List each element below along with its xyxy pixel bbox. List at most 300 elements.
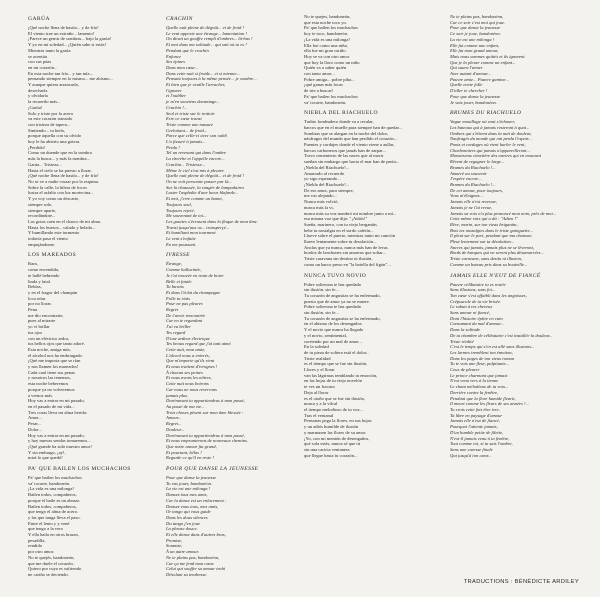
lyric-line: Pensonas pega la flores, en sus hojas xyxy=(304,418,372,424)
lyric-line: desecharla xyxy=(28,87,48,93)
lyric-line: Comme hallucinée, xyxy=(166,267,202,273)
lyric-line: Nunca más volvió, xyxy=(304,199,339,205)
lyric-line: Tu te vois une fleur, palpitante... xyxy=(450,361,510,367)
lyric-line: tus bellos ojos que tanto adoré. xyxy=(28,341,85,347)
lyric-line: que tengo a la vera xyxy=(28,526,63,532)
lyric-line: por no llorar. xyxy=(28,301,52,307)
lyric-line: Esta noche, amiga mía, xyxy=(28,346,71,352)
lyric-line: Amor... xyxy=(28,415,42,421)
lyric-line: À un autre amour. xyxy=(166,549,200,555)
lyric-line: Que m'importe qu'ils rient xyxy=(166,358,215,364)
lyric-line: Pendant que le crachin xyxy=(166,47,209,53)
lyric-line: Pa' que bailen los muchachos xyxy=(304,25,358,31)
lyric-line: Triste réalité xyxy=(450,338,474,344)
lyric-line: Naufragés du monde qui ont perdu l'espoir... xyxy=(450,136,532,142)
lyric-line: Belle et fatale xyxy=(166,278,192,284)
lyric-line: Y yo voy como un descarte, xyxy=(28,196,80,202)
lyric-line: Avec autant d'amour... xyxy=(450,71,491,77)
lyric-line: sin ilusión, sin fe... xyxy=(304,310,339,316)
lyric-line: ¡Perdido! xyxy=(28,144,46,150)
lyric-line: Du tango j'en joue xyxy=(166,520,201,526)
lyric-line: Y el novio que nunca ha llegado xyxy=(304,327,364,333)
lyric-line: Dans cette nuit si froide... et si mienne... xyxy=(166,70,240,76)
lyric-line: barcos carboneros que jamás han de zarpar... xyxy=(304,147,387,153)
lyric-line: Tout comme toi, si tu sais l'ombre, xyxy=(450,441,513,447)
lyric-line: Le vent s'enfuite xyxy=(166,236,196,242)
lyric-line: Llueve sobre el puerto, mientras tanto mi canción xyxy=(304,233,396,239)
lyric-line: en las hojas de tu viejo novelón xyxy=(304,378,362,384)
lyric-line: Elle fut comme une enfant, xyxy=(450,42,500,48)
lyric-line: No te quejés, bandoneón, xyxy=(28,554,75,560)
lyric-line: Brumes du Riachuelo !... xyxy=(450,164,496,170)
lyric-line: Dansez tous mes amis, xyxy=(166,492,208,498)
lyric-line: De cet amour, pour toujours, xyxy=(450,187,504,193)
lyric-line: Triste realidad xyxy=(304,355,331,361)
lyric-line: Bebías, xyxy=(28,284,42,290)
lyric-line: te hallé bebiendo xyxy=(28,272,60,278)
lyric-line: y el novio, sentimental, xyxy=(304,332,347,338)
lyric-line: y nos llamen los mareados! xyxy=(28,364,79,370)
lyric-line: Et bien que je veuille l'arracher, xyxy=(166,82,226,88)
lyric-line: bordos de lanchones sin amarras que soltar... xyxy=(304,250,387,256)
lyric-line: Pa' que bailen los muchachos xyxy=(304,93,358,99)
lyric-line: Les gouttes s'écrasent dans la flaque de mon âme. xyxy=(166,218,258,224)
lyric-line: Crachin... Tristesse... xyxy=(166,161,206,167)
lyric-line: Que notre amour fut grand, xyxy=(166,443,217,449)
lyric-line: Même le ciel s'est mis à pleurer. xyxy=(166,167,225,173)
lyric-line: Pour que danse la jeunesse xyxy=(450,93,501,99)
lyric-line: más la busca... y más la nombra... xyxy=(28,156,90,162)
lyric-line: Dans les pages de ton vieux roman xyxy=(450,355,515,361)
lyric-line: Il meurt comme les fleurs de ses années !... xyxy=(450,401,529,407)
lyric-line: Me souvenant de toi... xyxy=(166,213,207,219)
lyric-line: te ves un fracaso xyxy=(304,384,335,390)
lyric-line: Et nous traitent d'ivrognes ! xyxy=(166,364,218,370)
lyric-line: Garúa... Tristeza... xyxy=(28,161,62,167)
lyric-line: Au passé de ma vie... xyxy=(166,404,205,409)
lyric-line: Regret... xyxy=(166,421,182,427)
lyric-line: Celui qui souffre sa amour trahi xyxy=(166,566,226,572)
lyric-line: Sans une caresse finale xyxy=(450,446,493,452)
lyric-line: Tu corazón de angustias se ha enfermado, xyxy=(304,315,381,321)
lyric-line: con sus púas xyxy=(28,59,52,65)
lyric-line: Quiero por cuya es sufriendo xyxy=(28,566,82,572)
lyric-line: y marmasen las flores de su amor. xyxy=(304,429,367,435)
lyric-line: hoy le ha abierto una gotera. xyxy=(28,139,81,145)
lyric-line: el tiempo melodioso de tu voz... xyxy=(304,407,363,412)
lyric-line: Pobre solterona te has quedado xyxy=(304,304,362,310)
lyric-line: Rêvent de regagner le large... xyxy=(450,159,505,165)
lyric-line: Or tango qui vous guide xyxy=(166,509,211,515)
lyric-line: En esta noche tan fría... y tan mía... xyxy=(28,70,93,76)
lyric-line: empujándome. xyxy=(28,241,56,247)
song-title: CRACHIN xyxy=(166,16,193,22)
lyric-line: Las gotas caen en el charco de mi alma. xyxy=(28,218,102,224)
lyric-line: porque el baile es un abrazo. xyxy=(28,497,81,503)
lyric-line: Sintiendo... tu hielo, xyxy=(28,127,66,133)
lyric-line: nunca y a la vilcal xyxy=(304,401,338,407)
lyric-line: Puentes y cordajes donde el viento viene a aullar, xyxy=(304,142,395,148)
lyric-line: ¡Qué grande ha sido nuestro amor! xyxy=(28,443,92,449)
lyric-line: No te quejes, bandoneón, xyxy=(304,14,351,19)
lyric-line: con un eléctrico ardor, xyxy=(28,335,70,341)
lyric-line: Toujours rejeté, xyxy=(166,207,195,213)
song-section-ivresse xyxy=(166,252,284,461)
lyric-line: ¡Garúa! xyxy=(28,104,43,110)
lyric-line: me vas alejando... xyxy=(304,193,338,199)
lyric-line: porque aquella con su olvido xyxy=(28,133,82,139)
lyric-line: Ne te plains pas, bandonéon, xyxy=(166,554,220,560)
lyric-line: en mi corazón... xyxy=(28,64,58,70)
lyric-line: que hoy la lloro como un niño. xyxy=(304,59,361,65)
lyric-line: Vous m'éloignez... xyxy=(450,193,483,199)
lyric-line: sin una caricia ventanera xyxy=(304,446,350,452)
lyric-line: J'espère encore... xyxy=(450,176,482,182)
lyric-line: De ese amor, para siempre, xyxy=(304,187,354,193)
lyric-line: ¡La vida es una milonga! xyxy=(28,486,74,492)
lyric-line: Quién va a saber quién xyxy=(304,65,347,71)
lyric-line: con tanto amor... xyxy=(304,71,335,77)
lyric-line: jamais plus. xyxy=(166,392,189,398)
lyric-line: Hoy se va con otro amor xyxy=(304,53,350,59)
lyric-line: Pena xyxy=(28,307,37,313)
lyric-line: Car ce soir c'est moi qui joue. xyxy=(450,19,506,25)
lyric-line: Tras el ventanal xyxy=(304,412,334,418)
song-title: JAMAIS ELLE N'EUT DE FIANCÉ xyxy=(450,272,541,279)
lyric-line: ¡Niebla del Riachuelo!... xyxy=(304,181,350,187)
lyric-line: Et nous emprunterons de nouveaux chemins. xyxy=(166,438,248,444)
lyric-line: que tengo el alma de acero. xyxy=(28,509,79,515)
lyric-line: D'un humble petite de filette, xyxy=(450,429,504,435)
lyric-line: en el abismo de los desengaños. xyxy=(304,321,363,327)
lyric-line: esta noche beberemos xyxy=(28,381,69,387)
lyric-line: Désolant sa tendresse. xyxy=(166,571,208,577)
lyric-line: Jamais elle n'eut de fiancé, xyxy=(450,418,500,424)
lyric-line: Bois tes nostalgies dans le triste guinguette... xyxy=(450,227,534,233)
lyric-line: siempre solo, xyxy=(28,201,53,207)
lyric-line: Y aunque quiera arrancarla, xyxy=(28,82,79,88)
lyric-line: Y humillando este tormento xyxy=(28,230,80,236)
lyric-line: Amarrado al recuerdo xyxy=(304,170,345,176)
lyric-line: Mientras tanto la garúa xyxy=(28,47,71,53)
lyric-line: loca reías xyxy=(28,295,46,301)
lyric-line: linda y fatal. xyxy=(28,278,52,284)
lyric-line: ¡Qué noche llena de hastío... y de frío! xyxy=(28,173,99,179)
lyric-line: Jamais je ne l'ai revue, xyxy=(450,204,493,210)
lyric-line: y las que tanga lleva el paso. xyxy=(28,514,81,520)
song-title: NUNCA TUVO NOVIO xyxy=(304,272,367,279)
lyric-line: Y sin embargo, ¡ay!, xyxy=(28,449,66,455)
lyric-line: corriendo por un mal de amor... xyxy=(304,338,362,344)
lyric-line: On ne voit personne passer par là... xyxy=(166,178,232,184)
lyric-line: Elle fut mon grand amour, xyxy=(450,48,499,54)
lyric-line: Tu vas jouer, bandonéon. xyxy=(166,480,213,486)
lyric-line: Le prince charmant que jamais xyxy=(450,372,508,378)
lyric-line: Comme un bateau pris dans sa bouteille... xyxy=(450,261,528,267)
lyric-line: sin ilusión, sin fe... xyxy=(304,287,339,293)
lyric-line: Regarde ce qu'il en reste ! xyxy=(166,455,214,461)
song-section-garua xyxy=(28,16,146,247)
lyric-line: va' tocarte, bandoneón. xyxy=(28,480,71,486)
lyric-line: Pour que danse la jeunesse xyxy=(166,475,217,481)
lyric-line: nunca más la vi, xyxy=(304,204,334,210)
lyric-line: Sobre la calle, la hilera de focos xyxy=(28,184,87,190)
lyric-line: lustra el asfalto con luz mortecina... xyxy=(28,190,94,196)
lyric-line: me dio encontrarte, xyxy=(28,312,64,318)
lyric-line: D'aller te chercher ! xyxy=(450,88,488,94)
lyric-line: L'alcool nous a enivrés, xyxy=(166,352,210,358)
lyric-line: porque ya no volveremos xyxy=(28,386,75,392)
lyric-line: Hasta los huesos... calado y helado... xyxy=(28,224,96,230)
lyric-line: Dans mon cœur... xyxy=(166,64,199,70)
lyric-line: l'ignorer xyxy=(166,87,182,93)
song-title: NIEBLA DEL RIACHUELO xyxy=(304,110,378,117)
lyric-line: N'est-il jamais venu à ta fenêtre, xyxy=(450,435,510,441)
lyric-line: La cherche et l'appelle encore... xyxy=(166,156,225,162)
lyric-line: como encendida, xyxy=(28,267,60,273)
lyric-line: puesto que de amor ya no se muere. xyxy=(304,298,370,304)
lyric-line: Bailen todos, compañeros, xyxy=(28,503,77,509)
lyric-line: náufragos del mundo que han perdido el corazón... xyxy=(304,136,398,142)
lyric-line: On dirait un gouffre rempli d'ombres... là-bas ! xyxy=(166,36,253,42)
lyric-line: Ses épines xyxy=(166,59,186,65)
lyric-line: Parce que celle-ci avec son oubli xyxy=(166,133,227,139)
lyric-line: Ton cœur s'est affaibli dans les angoisses, xyxy=(450,292,527,298)
lyric-line: Et humiliant mon tourment xyxy=(166,230,216,236)
lyric-line: D'une ardeur électrique xyxy=(166,335,210,341)
lyric-line: Triste caravana sin destino ni ilusión, xyxy=(304,256,373,262)
lyric-line: Enfonce xyxy=(166,53,182,59)
lyric-line: de irte a buscar! xyxy=(304,88,334,94)
lyric-line: ¡Qué me importa que se rían xyxy=(28,358,81,364)
lyric-line: la recuerdo más... xyxy=(28,99,61,105)
lyric-line: Bords de barques qui ne seront plus désamarrées... xyxy=(450,250,544,256)
lyric-line: pues al mirarte xyxy=(28,318,56,324)
lyric-line: Transi jusqu'aux os... transperçé... xyxy=(166,224,230,230)
translation-credits: TRADUCTIONS : BÉNÉDICTE ARDILEY xyxy=(463,579,579,585)
lyric-line: llueve lentamente sobre tu desolación... xyxy=(304,239,377,245)
lyric-line: es el tiempo que se fue sin ilusión, xyxy=(304,361,368,367)
lyric-line: Cada cual tiene sus penas xyxy=(28,369,75,375)
lyric-line: Et dans l'éclat du champagne xyxy=(166,289,221,295)
lyric-line: Pendant que la flore humide fleurit, xyxy=(450,395,516,401)
lyric-line: Cette nuit, mon amie, xyxy=(166,346,206,352)
lyric-line: va este corazón transido xyxy=(28,116,73,122)
lyrics-column xyxy=(304,14,430,583)
lyric-line: que me duele el corazón. xyxy=(28,560,74,566)
lyric-line: Turbio fondeadero donde va a recalar, xyxy=(304,119,374,125)
lyric-line: Perdu ! xyxy=(166,144,180,150)
lyric-line: recordándote... xyxy=(28,213,56,219)
lyric-line: El viento trae un extraño... lamento! xyxy=(28,30,95,36)
lyric-line: En la soledad xyxy=(304,344,329,350)
lyric-line: pensando siempre en lo mismo... me abismo... xyxy=(28,76,113,82)
lyric-line: Le ruban à tes cheveux xyxy=(450,304,493,310)
lyric-line: Pobre solterona te has quedado xyxy=(304,281,362,287)
lyric-line: Qui saura l'aimer xyxy=(450,65,483,71)
lyric-line: Trois choses pèsent sur mon âme blessée : xyxy=(166,409,244,415)
lyric-line: Deja al llorar xyxy=(304,389,329,395)
lyric-line: Dont l'histoire épître en vain xyxy=(450,315,503,321)
lyrics-column xyxy=(28,14,146,583)
lyric-line: por otro amor. xyxy=(28,549,55,555)
song-section-niebla xyxy=(304,110,430,267)
lyric-line: Rara, xyxy=(28,261,38,267)
lyric-line: Torvo cementerio de las naves que al morir xyxy=(304,153,384,159)
lyric-line: Pesar... xyxy=(28,421,42,427)
lyric-line: esa misma voz que dijo: "¡Adiós!" xyxy=(304,216,368,222)
lyric-line: y hoy nuevas sendas tomaremos... xyxy=(28,438,91,444)
lyric-line: se acentúa xyxy=(28,53,48,59)
lyric-line: Cette même voix qui a dit : "Adieu !" xyxy=(450,216,518,222)
lyric-line: À chacun ses peines xyxy=(166,369,203,375)
lyric-line: L'a fissuré à jamais... xyxy=(166,139,206,145)
lyrics-columns xyxy=(28,14,579,577)
lyric-line: Anclas que ya nunca, nunca más han de levar, xyxy=(304,244,389,250)
lyric-line: Amarré au souvenir xyxy=(450,170,487,176)
lyric-line: en el pasado de mi vida... xyxy=(28,404,75,409)
lyric-line: Y ella baila en otros brazos, xyxy=(28,532,80,538)
lyric-line: Lustre l'asphalte d'une lueur blafarde... xyxy=(166,190,239,196)
lyric-line: Dans les doux silences xyxy=(166,514,208,520)
lyric-line: La phrase douce. xyxy=(166,526,198,532)
lyric-line: Seul et triste sur le trottoir xyxy=(166,110,215,116)
lyric-line: Rêve, marin, sur ton vieux brigantin, xyxy=(450,221,518,227)
lyric-line: a vernos más. xyxy=(28,392,54,398)
lyric-line: Ce soir je joue, bandonéon. xyxy=(450,31,501,37)
lyric-line: Triste comme une masure xyxy=(166,121,213,127)
lyric-line: La vie est une milonga ! xyxy=(166,486,211,492)
lyric-line: Qui jusqu'à ton cœur... xyxy=(450,452,492,458)
lyric-line: tus ojos xyxy=(28,329,43,335)
lyric-line: es el otoño que se fue sin ilusión, xyxy=(304,395,365,401)
lyric-line: Le vent apporte une étrange... lamentation ! xyxy=(166,30,248,36)
lyric-line: Llores y el llorar xyxy=(304,367,335,373)
lyric-line: Vague mouillage où vont s'échouer, xyxy=(450,119,515,125)
lyric-line: van las lágrimas temblando tu emoción, xyxy=(304,372,378,378)
song-section-los-mareados xyxy=(28,252,146,461)
lyric-line: Hasta el cielo se ha puesto a llorar. xyxy=(28,167,92,173)
lyric-line: Dans la solitude xyxy=(450,327,481,333)
lyric-line: como un barco preso en "la botella del figón"... xyxy=(304,261,391,267)
lyric-line: Toujours seul, xyxy=(166,201,192,207)
lyric-line: hoy te toco, bandoneón. xyxy=(304,31,349,37)
lyric-line: Dansez vous tous, mes amis, xyxy=(166,503,219,509)
lyric-line: pesadilla, xyxy=(28,537,46,543)
lyric-line: Tu corazón de angustias se ha enfermado, xyxy=(304,292,381,298)
lyric-line: Les larmes tremblent ton émotion, xyxy=(450,349,513,355)
lyric-line: ¡Yo, con mi mentón de desengaños, xyxy=(304,435,370,441)
lyric-line: Ne te plains pas, bandonéon, xyxy=(450,14,504,19)
lyric-line: Pourquoi l'attente jamais, xyxy=(450,424,498,430)
lyric-line: Car en te regardant xyxy=(166,318,203,324)
lyric-line: Quelle nuit pleine de dégoût... et de froid ! xyxy=(166,173,245,179)
lyric-line: Car nous ne nous reverrons xyxy=(166,386,217,392)
lyric-line: No se ve a nadie cruzar por la esquina. xyxy=(28,178,100,184)
lyric-line: mirá lo que quedó! xyxy=(28,455,63,461)
song-title: BRUMES DU RIACHUELO xyxy=(450,110,522,117)
lyric-line: Amour... xyxy=(166,415,182,421)
song-title: LOS MAREADOS xyxy=(28,252,77,259)
lyric-line: Car la danse est un enlacement : xyxy=(166,497,227,503)
lyric-line: Et moi dans ma solitude... qui sait où tu es ! xyxy=(166,42,247,48)
lyric-line: bebe tu nostalgia en el sordo cafetín... xyxy=(304,227,374,233)
lyric-line: siempre aparte, xyxy=(28,207,57,213)
lyric-line: Tres cosas lleva mi alma herida: xyxy=(28,409,88,415)
lyric-line: Que je la pleure comme un enfant... xyxy=(450,59,516,65)
lyric-line: Entre el lento y y vené xyxy=(28,520,70,526)
lyric-line: et l'oublier xyxy=(166,93,186,99)
lyric-line: Tu buvais xyxy=(166,284,184,290)
lyric-line: Étrange, xyxy=(166,261,182,267)
lyric-line: Pensant toujours à la même pensée... je sombre... xyxy=(166,76,257,82)
lyric-line: Grelottant... de froid... xyxy=(166,127,208,133)
song-title: IVRESSE xyxy=(166,252,190,259)
lyric-line: Crépuscule de ta vie brisée. xyxy=(450,298,502,304)
lyric-line: Les bateaux qui à jamais resteront à quai... xyxy=(450,124,530,130)
song-section-pa-que-bailen-es xyxy=(28,466,146,578)
lyric-line: Como un duende que en la sombra xyxy=(28,150,92,156)
lyric-line: ¡qué ganas más locas xyxy=(304,82,343,88)
lyric-line: Ta libre en paysage d'amour xyxy=(450,412,503,418)
lyric-line: Derrière contre la fenêtre, xyxy=(450,389,499,395)
lyric-line: Il pleut sur le port, pendant que ma chanson xyxy=(450,233,532,239)
lyric-line: Hoy vas a entrar en mi pasado, xyxy=(28,432,85,438)
lyric-line: sueñan sin embargo que hacia el mar han de partir... xyxy=(304,159,400,165)
lyric-line: Jamais elle n'est revenue, xyxy=(450,199,497,205)
lyric-line: ella fue mi gran cariño. xyxy=(304,48,347,54)
lyric-line: rendida xyxy=(28,543,42,549)
lyric-line: En me poussant. xyxy=(166,241,197,247)
lyric-line: N'est venu vers à la tienne xyxy=(450,378,499,384)
lyric-line: Jamais sa voix n'a plus prononcé mon nom, près de moi... xyxy=(450,210,557,216)
lyric-line: Ella fue como una niña, xyxy=(304,42,348,48)
lyrics-column xyxy=(166,14,284,583)
lyric-line: Dorénavant tu appartiendras à mon passé, xyxy=(166,398,245,404)
lyric-line: Y yo en mi soledad... ¡Quién sabe si estás! xyxy=(28,42,107,48)
song-section-pour-que-danse xyxy=(166,466,284,578)
lyric-line: De ta chambre de célibataire c'est installée la douleur... xyxy=(450,332,553,338)
song-section-ne-te-plains-pas xyxy=(450,14,600,105)
lyric-line: Regret xyxy=(166,307,179,313)
lyric-line: Je t'ai trouvée en train de boire xyxy=(166,272,224,278)
lyrics-column xyxy=(450,14,600,583)
lyric-line: de tu pieza de soltera está el dolor... xyxy=(304,349,370,355)
lyric-line: Tes regard xyxy=(166,329,186,335)
lyric-line: Solo y triste por la acera xyxy=(28,110,73,116)
lyric-line: ¡Parece un gemir de sombras... bajo la garúa! xyxy=(28,36,112,42)
lyric-line: Triste caravane, sans destin ni illusion, xyxy=(450,256,523,262)
lyric-line: Brumes du Riachuelo !... xyxy=(450,181,496,187)
lyric-line: Car ça me fend mon cœur. xyxy=(166,560,215,566)
lyric-line: C'est le temps qui s'en est allé sans illusions... xyxy=(450,344,535,350)
lyric-line: Sueña, marinero, con tu viejo bergantín, xyxy=(304,221,378,227)
lyric-line: que esta noche toco yo. xyxy=(304,19,347,25)
lyric-line: todavía pasa el viento xyxy=(28,236,68,242)
lyric-line: y olvidarla xyxy=(28,93,48,99)
lyric-line: J'ai vu briller xyxy=(166,324,191,330)
lyric-line: ¡Niebla del Riachuelo!... xyxy=(304,164,350,170)
lyric-line: Douleur... xyxy=(166,426,185,432)
lyric-line: Pour que danse la jeunesse xyxy=(450,25,501,31)
lyric-line: Pauvre célibataire tu es restée xyxy=(450,281,506,287)
lyric-line: Et pourtant, hélas ! xyxy=(166,449,202,455)
lyric-line: barcos que en el muelle para siempre han de quedar... xyxy=(304,124,403,130)
lyric-line: con tristeza de tapera... xyxy=(28,121,71,127)
lyric-line: va' tocarte, bandoneón. xyxy=(304,99,347,105)
lyric-line: y en el fragor del champán xyxy=(28,289,78,295)
lyric-line: Le chant mélodieux de ta voix... xyxy=(450,384,509,390)
